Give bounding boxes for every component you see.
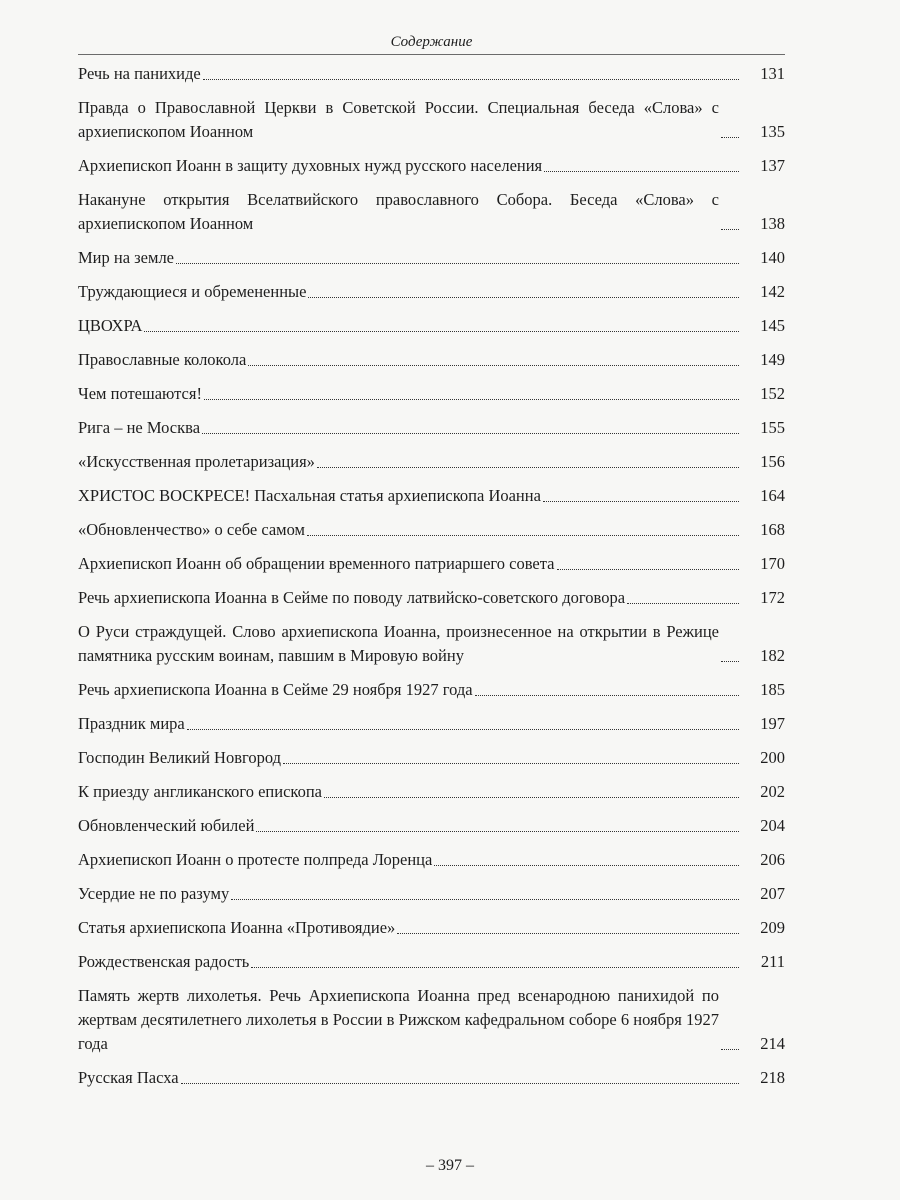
toc-entry-title: Труждающиеся и обремененные [78,282,307,301]
toc-entry-page: 182 [760,646,785,665]
toc-entry-title: «Искусственная пролетаризация» [78,452,315,471]
toc-entry-title: К приезду англиканского епископа [78,782,322,801]
toc-entry [78,246,785,270]
toc-entry-page: 131 [760,64,785,83]
toc-entry [78,484,785,508]
toc-entry-page: 137 [760,156,785,175]
toc-entry [78,154,785,178]
toc-entry-title: Правда о Православной Церкви в Советской России. Специальная беседа «Слова» с архиепископом Иоанном [78,98,719,141]
toc-entry-title: Речь архиепископа Иоанна в Сейме 29 ноября 1927 года [78,680,473,699]
toc-entry [78,586,785,610]
toc-entry-page: 135 [760,122,785,141]
toc-entry-page: 202 [760,782,785,801]
toc-entry-page: 206 [760,850,785,869]
toc-entry-page: 155 [760,418,785,437]
toc-entry-title: Накануне открытия Вселатвийского православного Собора. Беседа «Слова» с архиепископом Иоанном [78,190,719,233]
toc-entry [78,882,785,906]
toc-entry [78,984,785,1056]
toc-entry-page: 209 [760,918,785,937]
toc-entry [78,96,785,144]
toc-entry-title: Русская Пасха [78,1068,179,1087]
dot-leader [627,603,739,604]
toc-entry-page: 197 [760,714,785,733]
toc-entry-page: 152 [760,384,785,403]
toc-entry [78,450,785,474]
toc-entry-page: 149 [760,350,785,369]
toc-entry [78,518,785,542]
dot-leader [721,1049,739,1050]
dot-leader [317,467,739,468]
dot-leader [181,1083,739,1084]
toc-entry-page: 211 [760,952,785,971]
toc-entry-page: 140 [760,248,785,267]
toc-entry-title: Архиепископ Иоанн о протесте полпреда Лоренца [78,850,433,869]
toc-entry-page: 145 [760,316,785,335]
toc-entry [78,280,785,304]
dot-leader [187,729,739,730]
toc-entry-page: 218 [760,1068,785,1087]
toc-entry-title: Усердие не по разуму [78,884,230,903]
toc-entry-title: Мир на земле [78,248,174,267]
toc-entry-title: Память жертв лихолетья. Речь Архиепископа Иоанна пред всенародною панихидой по жертвам десятилетнего лихолетья в России в Рижском кафедральном соборе 6 ноября 1927 года [78,986,719,1053]
toc-entry-page: 170 [760,554,785,573]
toc-entry [78,814,785,838]
toc-entry [78,1066,785,1090]
toc-entry-page: 164 [760,486,785,505]
dot-leader [203,79,739,80]
toc-entry [78,848,785,872]
toc-entry-title: Рождественская радость [78,952,250,971]
running-header: Содержание [78,34,785,55]
toc-entry-title: ЦВОХРА [78,316,143,335]
dot-leader [721,661,739,662]
toc-entry [78,712,785,736]
dot-leader [176,263,739,264]
toc-entry-page: 200 [760,748,785,767]
toc-entry [78,416,785,440]
dot-leader [721,137,739,138]
dot-leader [231,899,739,900]
dot-leader [248,365,739,366]
toc-entry-page: 168 [760,520,785,539]
toc-entry-page: 204 [760,816,785,835]
dot-leader [434,865,739,866]
dot-leader [543,501,739,502]
toc-entry [78,950,785,974]
toc-entry-title: ХРИСТОС ВОСКРЕСЕ! Пасхальная статья архиепископа Иоанна [78,486,541,505]
toc-entry [78,552,785,576]
toc-entry-page: 214 [760,1034,785,1053]
dot-leader [397,933,739,934]
dot-leader [721,229,739,230]
toc-entry-title: Архиепископ Иоанн в защиту духовных нужд русского населения [78,156,543,175]
toc-entry [78,62,785,86]
dot-leader [544,171,739,172]
dot-leader [324,797,739,798]
dot-leader [256,831,739,832]
toc-entry [78,780,785,804]
dot-leader [144,331,739,332]
dot-leader [251,967,739,968]
toc-entry-title: Речь архиепископа Иоанна в Сейме по поводу латвийско-советского договора [78,588,626,607]
dot-leader [308,297,739,298]
toc-entry-title: «Обновленчество» о себе самом [78,520,305,539]
toc-entry [78,188,785,236]
toc-entry-title: Рига – не Москва [78,418,201,437]
toc-entry-title: Архиепископ Иоанн об обращении временного патриаршего совета [78,554,555,573]
toc-entry-page: 185 [760,680,785,699]
toc-entry [78,678,785,702]
toc-entry [78,916,785,940]
toc-entry-title: Православные колокола [78,350,247,369]
toc-entry-page: 156 [760,452,785,471]
toc-entry-page: 138 [760,214,785,233]
dot-leader [202,433,739,434]
toc-entry-page: 142 [760,282,785,301]
toc-entry [78,746,785,770]
toc-entry-page: 172 [760,588,785,607]
table-of-contents [78,62,785,1100]
toc-entry-title: Праздник мира [78,714,185,733]
page-number: – 397 – [426,1157,474,1174]
toc-entry-title: Обновленческий юбилей [78,816,255,835]
dot-leader [475,695,739,696]
dot-leader [204,399,739,400]
dot-leader [557,569,740,570]
dot-leader [283,763,739,764]
toc-entry-page: 207 [760,884,785,903]
toc-entry [78,382,785,406]
toc-entry [78,314,785,338]
toc-entry [78,620,785,668]
toc-entry-title: Господин Великий Новгород [78,748,282,767]
toc-entry-title: Чем потешаются! [78,384,202,403]
toc-entry-title: О Руси страждущей. Слово архиепископа Иоанна, произнесенное на открытии в Режице памятника русским воинам, павшим в Мировую войну [78,622,719,665]
toc-entry-title: Статья архиепископа Иоанна «Противоядие» [78,918,396,937]
toc-entry [78,348,785,372]
toc-entry-title: Речь на панихиде [78,64,201,83]
dot-leader [307,535,739,536]
